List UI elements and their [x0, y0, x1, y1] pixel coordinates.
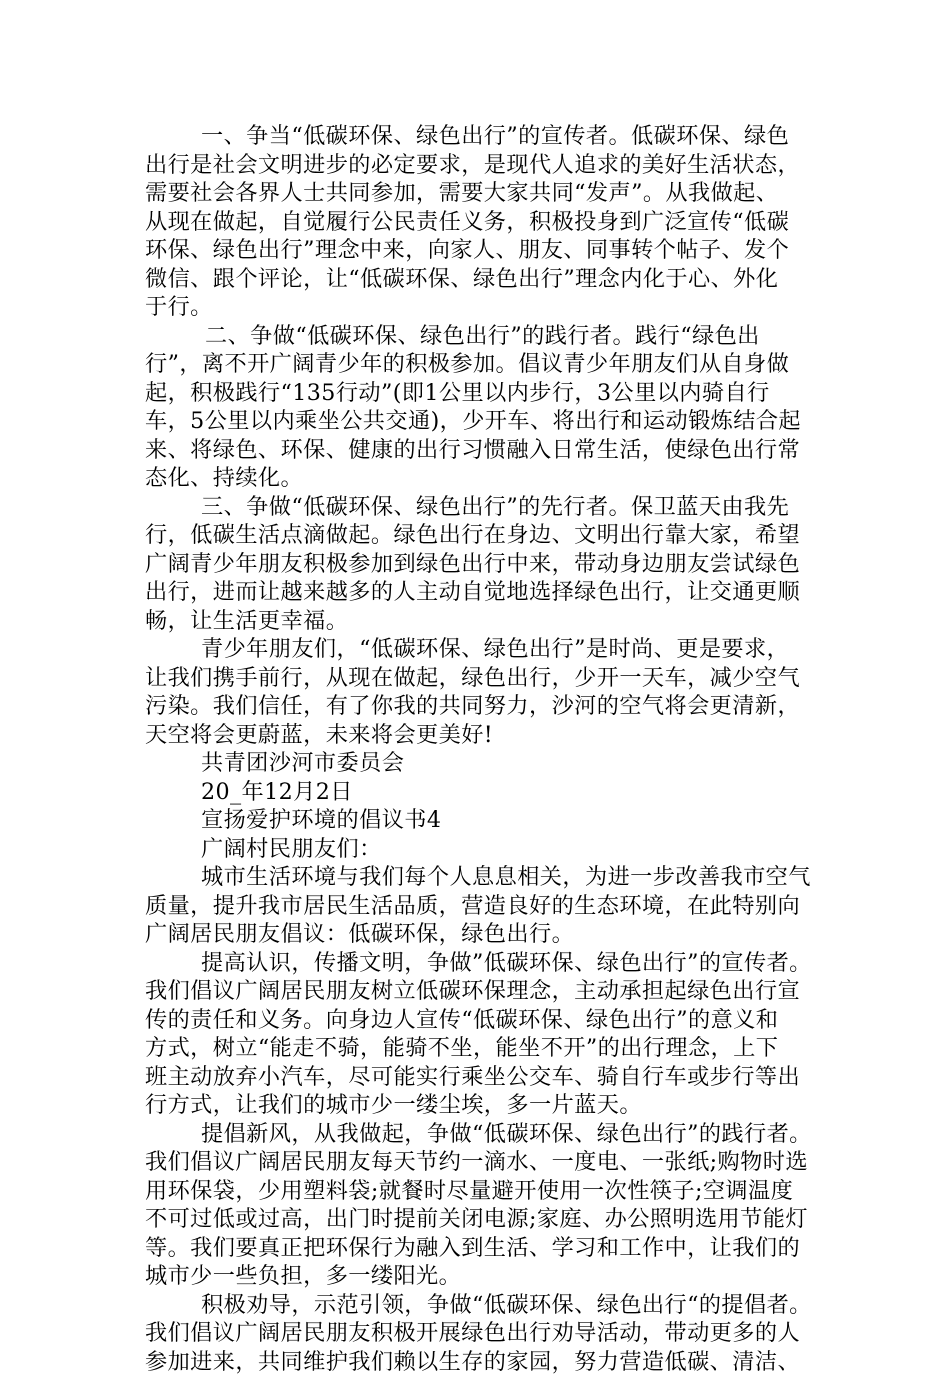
paragraph [145, 635, 825, 749]
paragraph [145, 835, 825, 864]
text-line: 车，5公里以内乘坐公共交通)，少开车、将出行和运动锻炼结合起 [145, 407, 825, 436]
paragraph [145, 1120, 825, 1291]
text-line: 态化、持续化。 [145, 464, 825, 493]
text-line: 微信、跟个评论，让“低碳环保、绿色出行”理念内化于心、外化 [145, 265, 825, 294]
text-line: 行，低碳生活点滴做起。绿色出行在身边、文明出行靠大家，希望 [145, 521, 825, 550]
paragraph [145, 806, 825, 835]
paragraph [145, 493, 825, 636]
paragraph [145, 749, 825, 778]
text-line: 参加进来，共同维护我们赖以生存的家园，努力营造低碳、清洁、 [145, 1348, 825, 1376]
text-line: 起，积极践行“135行动”(即1公里以内步行，3公里以内骑自行 [145, 379, 825, 408]
text-line: 不可过低或过高，出门时提前关闭电源;家庭、办公照明选用节能灯 [145, 1205, 825, 1234]
paragraph [145, 949, 825, 1120]
text-line: 青少年朋友们，“低碳环保、绿色出行”是时尚、更是要求， [145, 635, 825, 664]
paragraph [145, 1291, 825, 1376]
text-line: 提倡新风，从我做起，争做“低碳环保、绿色出行”的践行者。 [145, 1120, 825, 1149]
text-line: 环保、绿色出行”理念中来，向家人、朋友、同事转个帖子、发个 [145, 236, 825, 265]
text-line: 提高认识，传播文明，争做”低碳环保、绿色出行”的宣传者。 [145, 949, 825, 978]
text-line: 积极劝导，示范引领，争做“低碳环保、绿色出行“的提倡者。 [145, 1291, 825, 1320]
text-line: 天空将会更蔚蓝，未来将会更美好! [145, 721, 825, 750]
text-line: 我们倡议广阔居民朋友树立低碳环保理念，主动承担起绿色出行宣 [145, 977, 825, 1006]
text-line: 出行，进而让越来越多的人主动自觉地选择绿色出行，让交通更顺 [145, 578, 825, 607]
text-line: 城市少一些负担，多一缕阳光。 [145, 1262, 825, 1291]
text-line: 行”，离不开广阔青少年的积极参加。倡议青少年朋友们从自身做 [145, 350, 825, 379]
text-line: 出行是社会文明进步的必定要求，是现代人追求的美好生活状态， [145, 151, 825, 180]
text-line: 三、争做“低碳环保、绿色出行”的先行者。保卫蓝天由我先 [145, 493, 825, 522]
text-line: 广阔居民朋友倡议：低碳环保，绿色出行。 [145, 920, 825, 949]
paragraph [145, 322, 825, 493]
paragraph [145, 863, 825, 949]
text-line: 需要社会各界人士共同参加，需要大家共同“发声”。从我做起、 [145, 179, 825, 208]
text-line: 城市生活环境与我们每个人息息相关，为进一步改善我市空气 [145, 863, 825, 892]
text-line: 质量，提升我市居民生活品质，营造良好的生态环境，在此特别向 [145, 892, 825, 921]
text-line: 从现在做起，自觉履行公民责任义务，积极投身到广泛宣传“低碳 [145, 208, 825, 237]
text-line: 广阔村民朋友们： [145, 835, 825, 864]
text-line: 行方式，让我们的城市少一缕尘埃，多一片蓝天。 [145, 1091, 825, 1120]
text-line: 二、争做“低碳环保、绿色出行”的践行者。践行“绿色出 [145, 322, 825, 351]
text-line: 传的责任和义务。向身边人宣传“低碳环保、绿色出行”的意义和 [145, 1006, 825, 1035]
text-line: 共青团沙河市委员会 [145, 749, 825, 778]
text-line: 让我们携手前行，从现在做起，绿色出行，少开一天车，减少空气 [145, 664, 825, 693]
text-line: 一、争当“低碳环保、绿色出行”的宣传者。低碳环保、绿色 [145, 122, 825, 151]
text-line: 班主动放弃小汽车，尽可能实行乘坐公交车、骑自行车或步行等出 [145, 1063, 825, 1092]
text-line: 污染。我们信任，有了你我的共同努力，沙河的空气将会更清新， [145, 692, 825, 721]
text-line: 等。我们要真正把环保行为融入到生活、学习和工作中，让我们的 [145, 1234, 825, 1263]
text-line: 我们倡议广阔居民朋友每天节约一滴水、一度电、一张纸;购物时选 [145, 1148, 825, 1177]
text-line: 广阔青少年朋友积极参加到绿色出行中来，带动身边朋友尝试绿色 [145, 550, 825, 579]
text-line: 于行。 [145, 293, 825, 322]
paragraph [145, 122, 825, 322]
text-line: 畅，让生活更幸福。 [145, 607, 825, 636]
text-line: 宣扬爱护环境的倡议书4 [145, 806, 825, 835]
paragraph [145, 778, 825, 807]
text-line: 来、将绿色、环保、健康的出行习惯融入日常生活，使绿色出行常 [145, 436, 825, 465]
text-line: 20_年12月2日 [145, 778, 825, 807]
document-body [145, 122, 825, 1376]
text-line: 方式，树立“能走不骑，能骑不坐，能坐不开”的出行理念，上下 [145, 1034, 825, 1063]
text-line: 我们倡议广阔居民朋友积极开展绿色出行劝导活动，带动更多的人 [145, 1319, 825, 1348]
text-line: 用环保袋，少用塑料袋;就餐时尽量避开使用一次性筷子;空调温度 [145, 1177, 825, 1206]
